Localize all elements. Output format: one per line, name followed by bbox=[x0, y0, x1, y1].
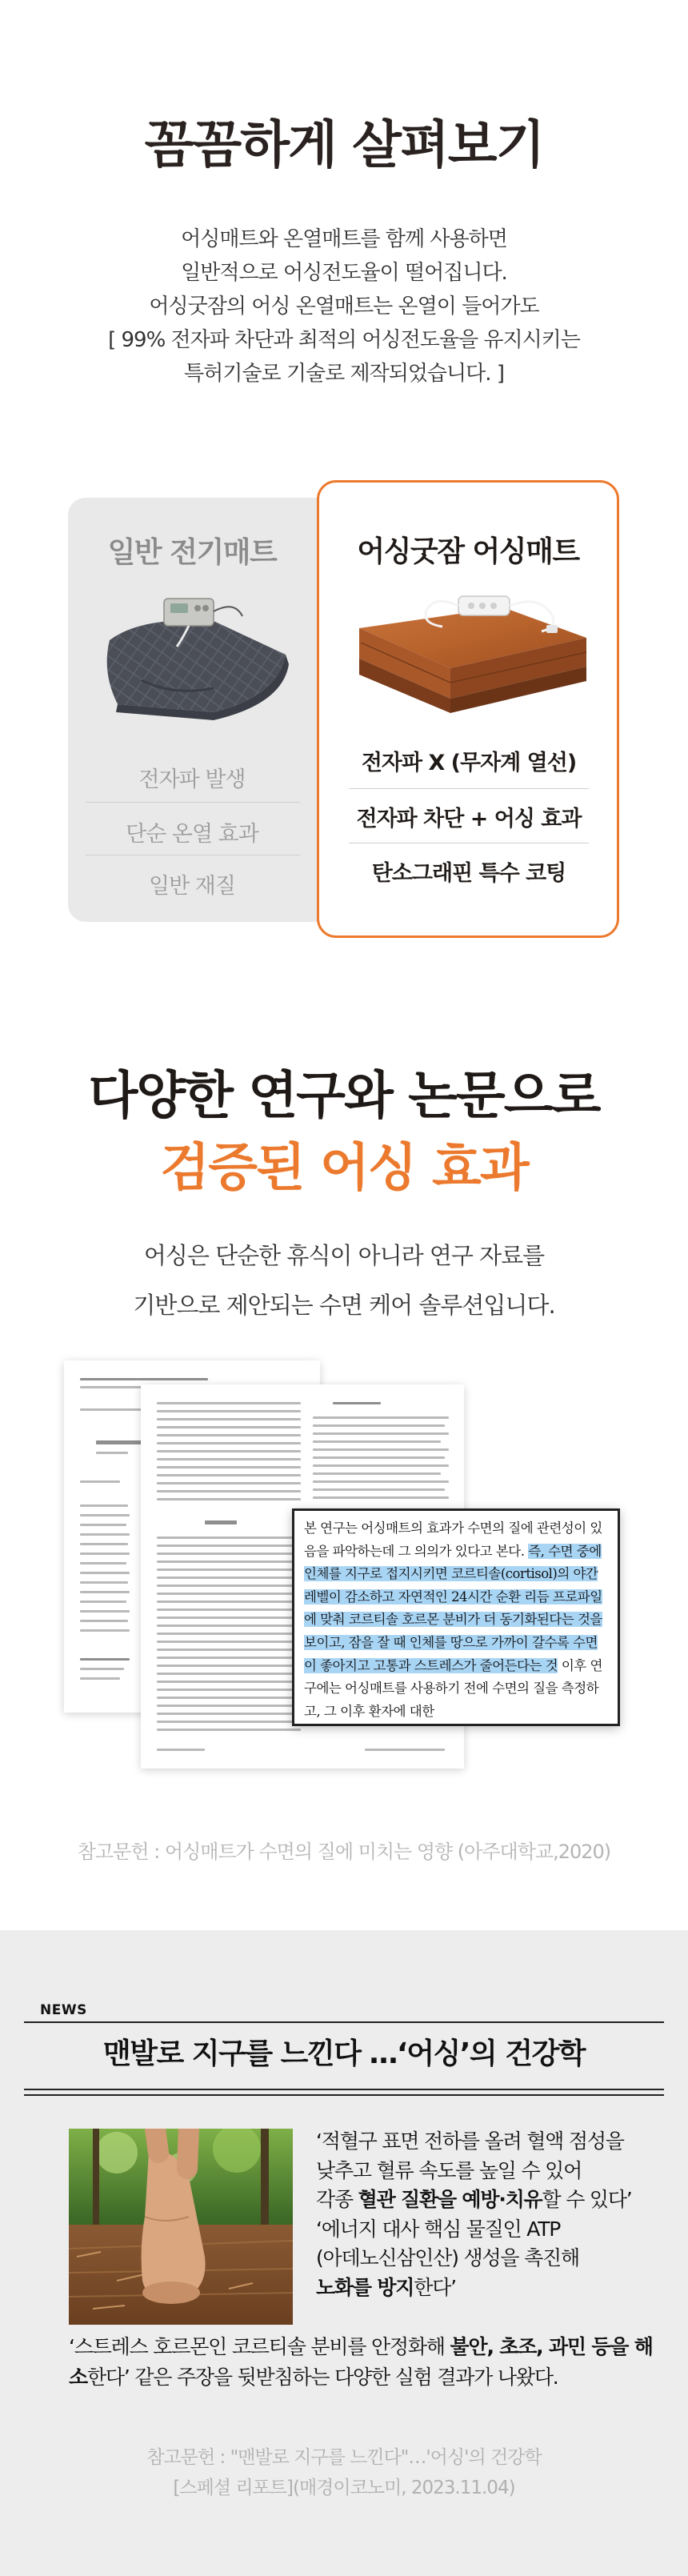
excerpt-highlight: 즉, 수면 중에 인체를 지구로 접지시키면 코르티솔(cortisol)의 야간 레벨이 감소하고 자연적인 24시간 순환 리듬 프로파일에 맞춰 코르티솔 호르몬 분비가 더 동기화된다는 것을 보이고, 잠을 잘 때 인체를 땅으로 가까이 갈수록 수면이 좋아지고 고통과 스트레스가 줄어든다는 것 bbox=[304, 1543, 602, 1673]
general-mat-card bbox=[68, 498, 348, 922]
comparison-section bbox=[0, 0, 688, 984]
quote-line: 낮추고 혈류 속도를 높일 수 있어 bbox=[316, 2158, 582, 2182]
description-line: 어싱굿잠의 어싱 온열매트는 온열이 들어가도 bbox=[149, 294, 539, 318]
earthing-mat-card bbox=[317, 480, 619, 938]
earthing-feature-3: 탄소그래핀 특수 코팅 bbox=[371, 861, 566, 886]
research-paper-image bbox=[64, 1360, 624, 1793]
paper-excerpt-callout bbox=[292, 1508, 620, 1726]
quote-emphasis: 노화를 방지 bbox=[316, 2275, 414, 2299]
news-quote bbox=[316, 2127, 652, 2302]
quote-line bbox=[316, 2185, 652, 2215]
excerpt-plain-start: 본 연구는 어싱매트의 효과가 수면의 질에 관련성이 있음을 파악하는데 그 의의가 있다고 본다. bbox=[304, 1520, 602, 1559]
quote-line: ‘에너지 대사 핵심 물질인 ATP bbox=[316, 2217, 561, 2241]
earthing-mat-heading: 어싱굿잠 어싱매트 bbox=[357, 535, 579, 568]
gray-electric-mat-image bbox=[94, 584, 295, 722]
description-line: 어싱은 단순한 휴식이 아니라 연구 자료를 bbox=[143, 1242, 545, 1269]
general-feature-2: 단순 온열 효과 bbox=[126, 822, 258, 847]
summary-text: 한다’ 같은 주장을 뒷받침하는 다양한 실험 결과가 나왔다. bbox=[86, 2366, 558, 2389]
research-title-line1: 다양한 연구와 논문으로 bbox=[88, 1067, 600, 1126]
section-title: 꼼꼼하게 살펴보기 bbox=[144, 116, 544, 175]
news-label: NEWS bbox=[40, 2002, 87, 2018]
reference-line: 참고문헌 : "맨발로 지구를 느낀다"…'어싱'의 건강학 bbox=[146, 2447, 542, 2468]
brown-earthing-mat-image bbox=[346, 579, 594, 731]
description-line: 어싱매트와 온열매트를 함께 사용하면 bbox=[181, 227, 507, 251]
news-rule-upper bbox=[24, 2089, 664, 2090]
quote-text: 각종 bbox=[316, 2188, 358, 2211]
research-description bbox=[0, 1231, 688, 1330]
news-reference bbox=[0, 2442, 688, 2503]
earthing-feature-2: 전자파 차단 + 어싱 효과 bbox=[356, 807, 582, 831]
summary-emphasis: 불안, 초조, 과민 등을 해소 bbox=[69, 2335, 653, 2389]
research-reference: 참고문헌 : 어싱매트가 수면의 질에 미치는 영향 (아주대학교,2020) bbox=[77, 1841, 611, 1863]
quote-text: 할 수 있다’ bbox=[542, 2188, 632, 2211]
feature-divider bbox=[349, 788, 589, 789]
summary-text: ‘스트레스 호르몬인 코르티솔 분비를 안정화해 bbox=[69, 2335, 450, 2358]
description-line: 특허기술로 기술로 제작되었습니다. ] bbox=[184, 362, 504, 386]
news-headline: 맨발로 지구를 느낀다 …‘어싱’의 건강학 bbox=[102, 2037, 586, 2070]
barefoot-forest-photo bbox=[69, 2129, 293, 2325]
feature-divider bbox=[86, 802, 300, 803]
quote-line: (아데노신삼인산) 생성을 촉진해 bbox=[316, 2246, 579, 2270]
description-line: 기반으로 제안되는 수면 케어 솔루션입니다. bbox=[133, 1292, 555, 1319]
news-summary bbox=[69, 2332, 653, 2393]
news-section bbox=[0, 1930, 688, 2576]
quote-text: 한다’ bbox=[414, 2275, 456, 2299]
news-rule-lower bbox=[24, 2094, 664, 2096]
reference-line: [스페셜 리포트](매경이코노미, 2023.11.04) bbox=[173, 2478, 515, 2498]
description-line: [ 99% 전자파 차단과 최적의 어싱전도율을 유지시키는 bbox=[108, 328, 580, 352]
section-description bbox=[0, 222, 688, 391]
quote-emphasis: 혈관 질환을 예방·치유 bbox=[358, 2188, 542, 2211]
description-line: 일반적으로 어싱전도율이 떨어집니다. bbox=[181, 261, 507, 285]
general-mat-heading: 일반 전기매트 bbox=[107, 536, 277, 569]
earthing-feature-1: 전자파 X (무자계 열선) bbox=[361, 751, 577, 775]
quote-line bbox=[316, 2274, 652, 2303]
research-title-line2: 검증된 어싱 효과 bbox=[160, 1139, 528, 1198]
quote-line: ‘적혈구 표면 전하를 올려 혈액 점성을 bbox=[316, 2129, 624, 2153]
general-feature-1: 전자파 발생 bbox=[138, 767, 246, 792]
excerpt-plain-end: 이후 연구에는 어싱매트를 사용하기 전에 수면의 질을 측정하고, 그 이후 환자에 대한 bbox=[304, 1657, 602, 1719]
general-feature-3: 일반 재질 bbox=[149, 874, 235, 899]
